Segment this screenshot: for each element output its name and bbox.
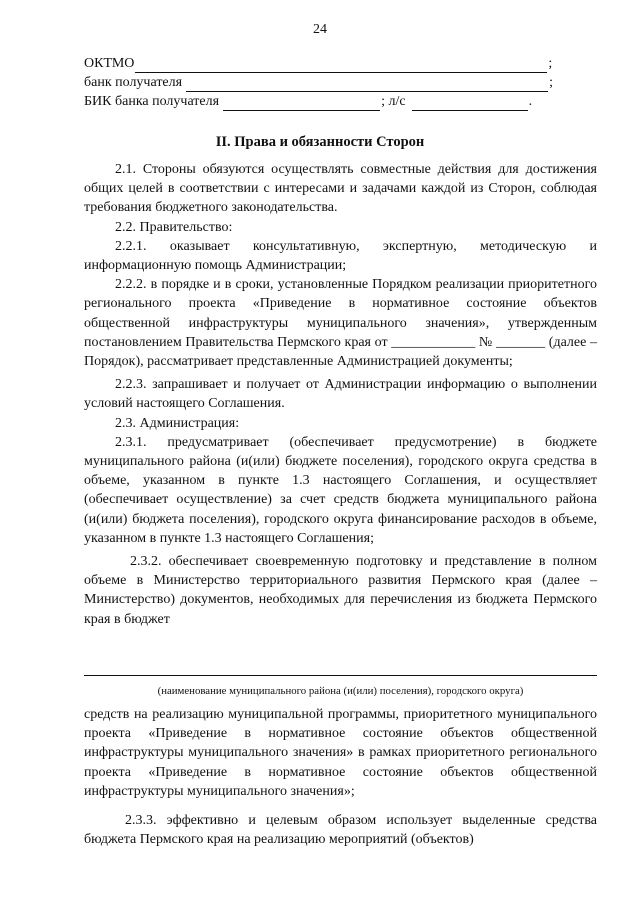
paragraph-2-3-1: 2.3.1. предусматривает (обеспечивает предусмотрение) в бюджете муниципального района (и(или) бюджете поселения), городского округа средства в объеме, указанном в пункте 1.3 настоящего Соглашения, и осуществляет (обеспечивает осуществление) за счет средств бюджета муниципального района (и(или) бюджета поселения), городского округа финансирование расходов в объеме, указанном в пункте 1.3 настоящего Соглашения; [84,434,597,546]
fill-in-line [84,675,597,676]
bik-label: БИК банка получателя [84,94,220,109]
paragraph-2-3-3: 2.3.3. эффективно и целевым образом использует выделенные средства бюджета Пермского края на реализацию мероприятий (объектов) [84,813,597,848]
paragraph-2-3-2-continued: средств на реализацию муниципальной программы, приоритетного муниципального проекта «Приведение в нормативное состояние объектов общественной инфраструктуры муниципального значения» в рамках приоритетного регионального проекта «Приведение в нормативное состояние объектов общественной инфраструктуры муниципального значения»; [84,707,597,799]
ls-label: ; л/с [381,94,406,109]
paragraph-2-2-2: 2.2.2. в порядке и в сроки, установленные Порядком реализации приоритетного регионального проекта «Приведение в нормативное состояние объектов общественной инфраструктуры муниципального значения», утвержденным постановлением Правительства Пермского края от ____________ № _______ (далее – Порядок), рассматривает представленные Администрацией документы; [84,277,597,370]
page-number: 24 [313,22,327,37]
section-body-continued [84,705,597,849]
bank-blank [186,77,548,92]
ls-blank [412,96,528,111]
paragraph-2-2: 2.2. Правительство: [115,219,233,235]
fill-in-caption: (наименование муниципального района (и(или) поселения), городского округа) [157,685,524,697]
oktmo-label: ОКТМО [84,56,135,71]
oktmo-blank [135,58,547,73]
paragraph-2-2-1: 2.2.1. оказывает консультативную, экспертную, методическую и информационную помощь Администрации; [84,238,597,274]
bank-row [84,73,553,92]
bank-end: ; [549,75,553,90]
bik-blank [223,96,380,111]
payment-details [84,54,553,111]
paragraph-2-3-2: 2.3.2. обеспечивает своевременную подготовку и представление в полном объеме в Министерство территориального развития Пермского края (далее – Министерство) документов, необходимых для перечисления из бюджета Пермского края в бюджет [84,554,597,627]
paragraph-2-3: 2.3. Администрация: [115,415,240,431]
section-body [84,160,597,629]
paragraph-2-1: 2.1. Стороны обязуются осуществлять совместные действия для достижения общих целей в соответствии с интересами и задачами каждой из Сторон, соблюдая требования бюджетного законодательства. [84,162,597,216]
section-title: II. Права и обязанности Сторон [215,134,425,150]
paragraph-2-2-3: 2.2.3. запрашивает и получает от Администрации информацию о выполнении условий настоящего Соглашения. [84,377,597,412]
ls-end: . [528,94,533,109]
bik-row [84,92,553,111]
bank-label: банк получателя [84,75,183,90]
oktmo-end: ; [548,56,553,71]
oktmo-row [84,54,553,73]
